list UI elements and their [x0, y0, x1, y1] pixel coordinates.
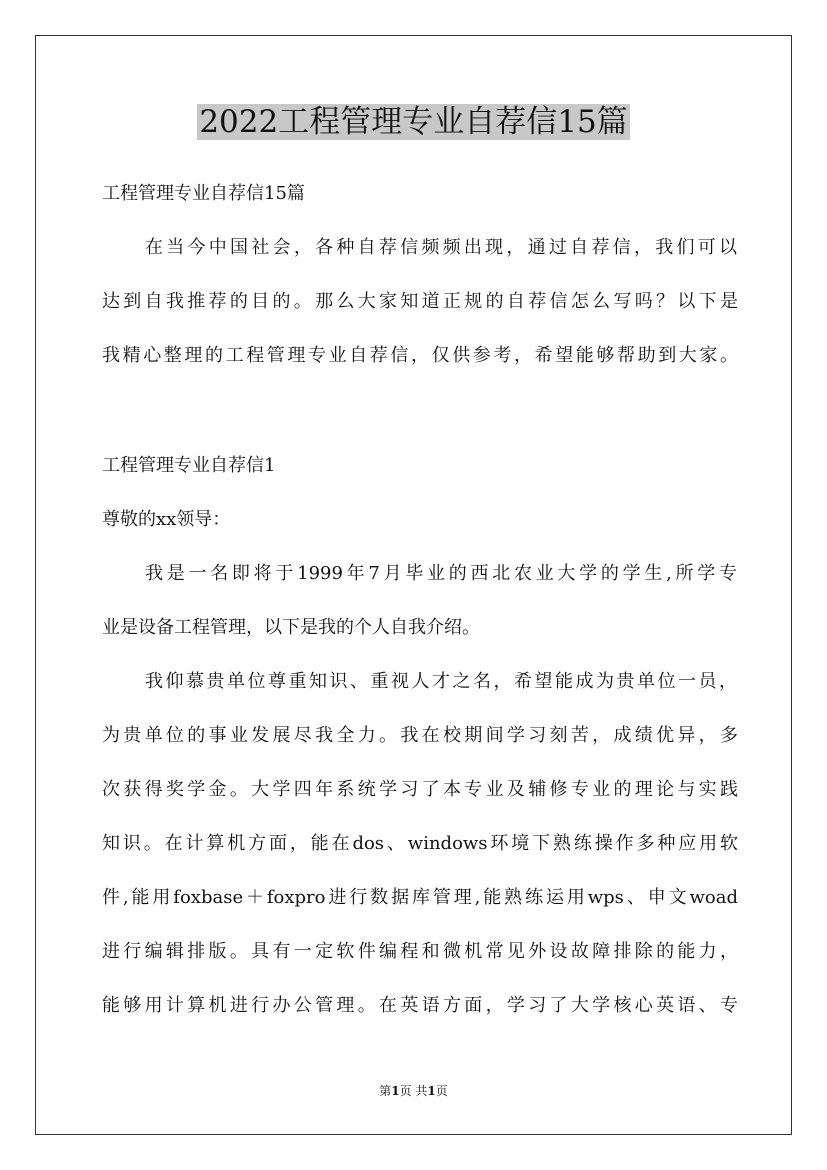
document-title [0, 100, 827, 144]
salutation: 尊敬的xx领导： [102, 509, 231, 530]
para2-line-5: 件,能用foxbase＋foxpro进行数据库管理,能熟练运用wps、申文woad [102, 887, 738, 908]
para2-line-3: 次获得奖学金。大学四年系统学习了本专业及辅修专业的理论与实践 [102, 779, 738, 800]
page-current: 1 [391, 1084, 400, 1098]
para2-line-2: 为贵单位的事业发展尽我全力。我在校期间学习刻苦，成绩优异，多 [102, 725, 738, 746]
intro-line-2: 达到自我推荐的目的。那么大家知道正规的自荐信怎么写吗？以下是 [102, 291, 738, 312]
document-title-text: 2022工程管理专业自荐信15篇 [199, 104, 628, 140]
para2-line-4: 知识。在计算机方面，能在dos、windows环境下熟练操作多种应用软 [102, 833, 738, 854]
page-total: 1 [427, 1084, 436, 1098]
document-subtitle: 工程管理专业自荐信15篇 [102, 183, 305, 204]
section-heading: 工程管理专业自荐信1 [102, 455, 276, 476]
para1-line-2: 业是设备工程管理，以下是我的个人自我介绍。 [102, 617, 480, 638]
para2-line-1: 我仰慕贵单位尊重知识、重视人才之名，希望能成为贵单位一员， [145, 671, 737, 692]
para1-line-1: 我是一名即将于1999年7月毕业的西北农业大学的学生,所学专 [145, 563, 737, 584]
intro-line-3: 我精心整理的工程管理专业自荐信，仅供参考，希望能够帮助到大家。 [102, 345, 738, 366]
intro-line-1: 在当今中国社会，各种自荐信频频出现，通过自荐信，我们可以 [145, 237, 737, 258]
para2-line-7: 能够用计算机进行办公管理。在英语方面，学习了大学核心英语、专 [102, 995, 738, 1016]
page-footer: 第1页 共1页 [379, 1084, 448, 1098]
para2-line-6: 进行编辑排版。具有一定软件编程和微机常见外设故障排除的能力， [102, 941, 738, 962]
